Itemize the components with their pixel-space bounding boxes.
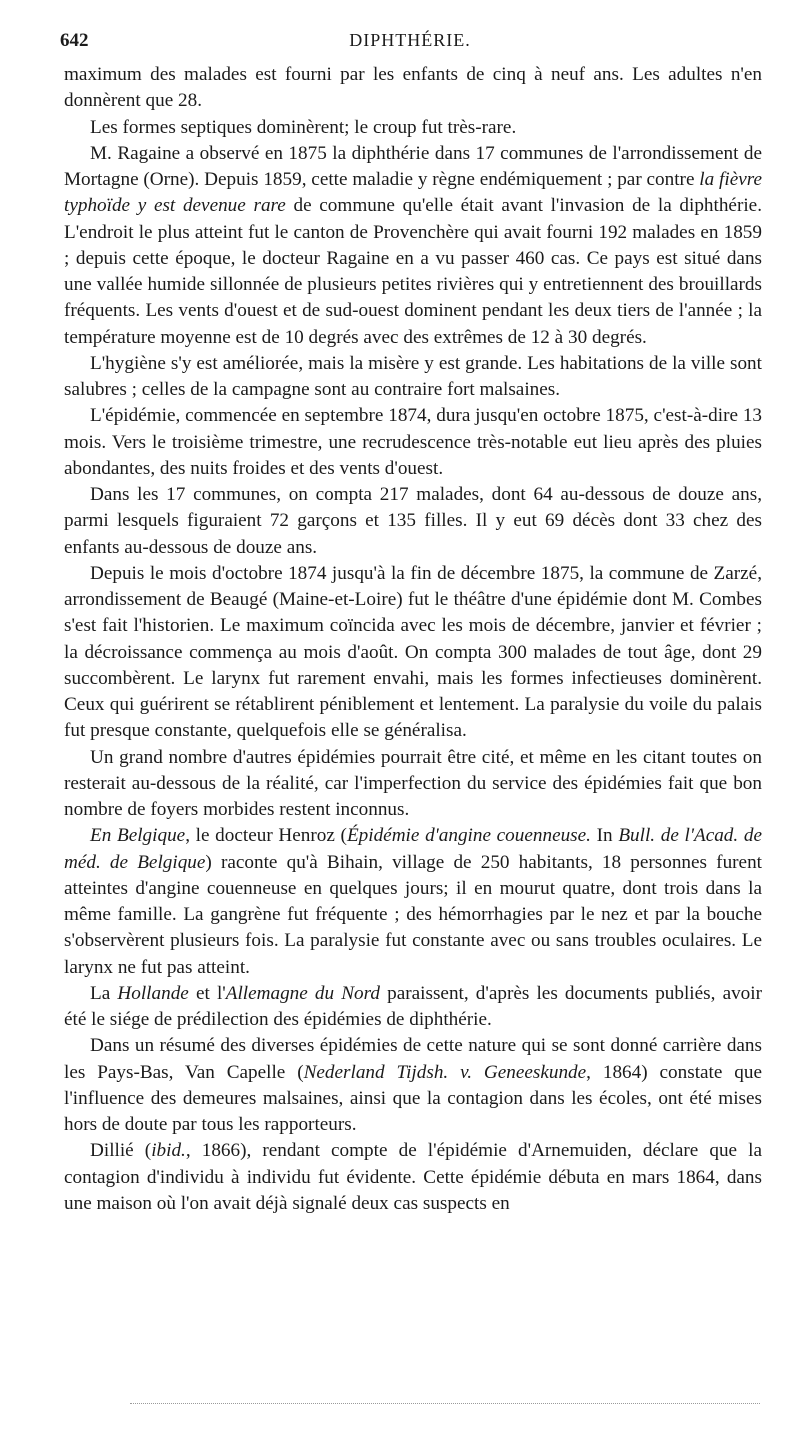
paragraph [64, 1138, 762, 1217]
running-title: DIPHTHÉRIE. [349, 30, 471, 50]
text-run: L'hygiène s'y est améliorée, mais la misère y est grande. Les habitations de la ville sont salubres ; celles de la campagne sont au contraire fort malsaines. [64, 352, 762, 400]
text-run: In [590, 825, 619, 847]
paragraph [64, 561, 762, 745]
text-run: de commune qu'elle était avant l'invasion de la diphthérie. L'endroit le plus atteint fut le canton de Provenchère qui avait fourni 192 malades en 1859 ; depuis cette époque, le docteur Ragaine en a vu passer 460 cas. Ce pays est situé dans une vallée humide sillonnée de plusieurs petites rivières qui y entretiennent des brouillards fréquents. Les vents d'ouest et de sud-ouest dominent pendant les deux tiers de l'année ; la température moyenne est de 10 degrés avec des extrêmes de 12 à 30 degrés. [64, 195, 762, 348]
italic-text: la fièvre typhoïde y est devenue rare [64, 169, 763, 217]
paragraph [64, 823, 762, 981]
paragraph [64, 745, 762, 824]
italic-text: Nederland Tijdsh. v. Geneeskunde [303, 1061, 587, 1083]
italic-text: Épidémie d'angine couenneuse. [346, 825, 591, 847]
text-run: Un grand nombre d'autres épidémies pourrait être cité, et même en les citant toutes on resterait au-dessous de la réalité, car l'imperfection du service des épidémies fait que bon nombre de foyers morbides restent inconnus. [64, 746, 762, 820]
text-run: Dans un résumé des diverses épidémies de cette nature qui se sont donné carrière dans les Pays-Bas, Van Capelle ( [64, 1035, 762, 1083]
paragraph [64, 115, 762, 141]
text-run: , 1864) constate que l'influence des demeures malsaines, ainsi que la contagion dans les écoles, ont été mises hors de doute par tous les rapporteurs. [64, 1061, 762, 1135]
text-run: Dillié ( [90, 1140, 152, 1162]
italic-text: Bull. de l'Acad. de méd. de Belgique [64, 825, 762, 873]
text-run: La [90, 982, 118, 1004]
paragraph [64, 1033, 762, 1138]
text-run: maximum des malades est fourni par les enfants de cinq à neuf ans. Les adultes n'en donnèrent que 28. [64, 64, 762, 112]
italic-text: ibid. [151, 1140, 186, 1162]
paragraph [64, 482, 762, 561]
text-run: L'épidémie, commencée en septembre 1874, dura jusqu'en octobre 1875, c'est-à-dire 13 mois. Vers le troisième trimestre, une recrudescence très-notable eut lieu après des pluies abondantes, des nuits froides et des vents d'ouest. [64, 405, 762, 479]
text-run: Les formes septiques dominèrent; le croup fut très-rare. [90, 116, 517, 138]
paragraph [64, 403, 762, 482]
text-run: paraissent, d'après les documents publiés, avoir été le siége de prédilection des épidémies de diphthérie. [64, 982, 762, 1030]
paragraph [64, 981, 762, 1034]
footer-scan-artifact [130, 1403, 760, 1404]
body-text [64, 62, 762, 1217]
text-run: , 1866), rendant compte de l'épidémie d'Arnemuiden, déclare que la contagion d'individu à individu fut évidente. Cette épidémie débuta en mars 1864, dans une maison où l'on avait déjà signalé deux cas suspects en [64, 1140, 762, 1214]
paragraph [64, 62, 762, 115]
paragraph [64, 351, 762, 404]
italic-text: Allemagne du Nord [225, 982, 380, 1004]
text-run: et l' [188, 982, 226, 1004]
text-run: ) raconte qu'à Bihain, village de 250 habitants, 18 personnes furent atteintes d'angine couenneuse en quelques jours; il en mourut quatre, dont trois dans la même famille. La gangrène fut fréquente ; des hémorrhagies par le nez et par la bouche s'observèrent plusieurs fois. La paralysie fut constante avec ou sans troubles oculaires. Le larynx ne fut pas atteint. [64, 851, 762, 978]
text-run: Dans les 17 communes, on compta 217 malades, dont 64 au-dessous de douze ans, parmi lesquels figuraient 72 garçons et 135 filles. Il y eut 69 décès dont 33 chez des enfants au-dessous de douze ans. [64, 484, 762, 558]
italic-text: En Belgique [90, 825, 186, 847]
text-run: , le docteur Henroz ( [185, 825, 347, 847]
page-header [60, 30, 760, 60]
text-run: M. Ragaine a observé en 1875 la diphthérie dans 17 communes de l'arrondissement de Mortagne (Orne). Depuis 1859, cette maladie y règne endémiquement ; par contre [64, 142, 762, 190]
page-number: 642 [60, 30, 89, 51]
paragraph [64, 141, 762, 351]
italic-text: Hollande [117, 982, 189, 1004]
text-run: Depuis le mois d'octobre 1874 jusqu'à la fin de décembre 1875, la commune de Zarzé, arrondissement de Beaugé (Maine-et-Loire) fut le théâtre d'une épidémie dont M. Combes s'est fait l'historien. Le maximum coïncida avec les mois de décembre, janvier et février ; la décroissance commença au mois d'août. On compta 300 malades de tout âge, dont 29 succombèrent. Le larynx fut rarement envahi, mais les formes infectieuses dominèrent. Ceux qui guérirent se rétablirent péniblement et lentement. La paralysie du voile du palais fut presque constante, quelquefois elle se généralisa. [64, 562, 762, 742]
